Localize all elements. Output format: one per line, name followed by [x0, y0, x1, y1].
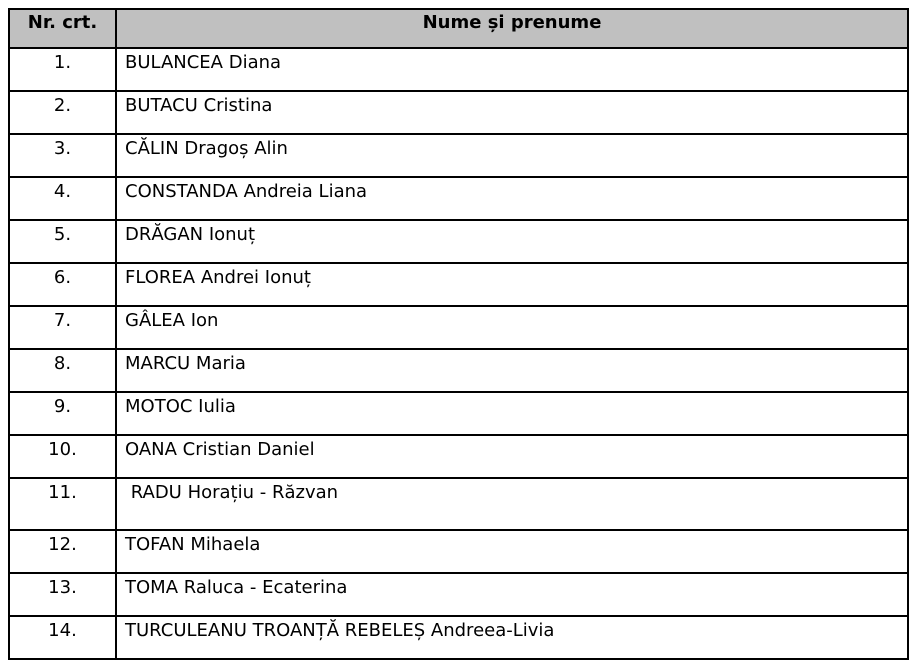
- row-number-cell: 1.: [9, 48, 116, 91]
- row-number-cell: 12.: [9, 530, 116, 573]
- name-cell: BUTACU Cristina: [116, 91, 908, 134]
- header-row: [9, 9, 908, 48]
- col-header-nr-crt: Nr. crt.: [9, 9, 116, 48]
- table-row: [9, 91, 908, 134]
- name-cell: GÂLEA Ion: [116, 306, 908, 349]
- name-cell: FLOREA Andrei Ionuț: [116, 263, 908, 306]
- table-row: [9, 263, 908, 306]
- col-header-nume-prenume: Nume și prenume: [116, 9, 908, 48]
- table-row: [9, 349, 908, 392]
- row-number-cell: 14.: [9, 616, 116, 659]
- table-row: [9, 134, 908, 177]
- row-number-cell: 7.: [9, 306, 116, 349]
- table-row: [9, 220, 908, 263]
- name-cell: CĂLIN Dragoș Alin: [116, 134, 908, 177]
- name-cell: RADU Horațiu - Răzvan: [116, 478, 908, 530]
- table-row: [9, 616, 908, 659]
- table-row: [9, 435, 908, 478]
- name-cell: MOTOC Iulia: [116, 392, 908, 435]
- row-number-cell: 9.: [9, 392, 116, 435]
- row-number-cell: 6.: [9, 263, 116, 306]
- row-number-cell: 2.: [9, 91, 116, 134]
- name-cell: TOFAN Mihaela: [116, 530, 908, 573]
- table-row: [9, 573, 908, 616]
- name-cell: CONSTANDA Andreia Liana: [116, 177, 908, 220]
- table-row: [9, 530, 908, 573]
- name-cell: MARCU Maria: [116, 349, 908, 392]
- name-cell: TURCULEANU TROANȚĂ REBELEȘ Andreea-Livia: [116, 616, 908, 659]
- table-row: [9, 392, 908, 435]
- row-number-cell: 8.: [9, 349, 116, 392]
- row-number-cell: 10.: [9, 435, 116, 478]
- table-row: [9, 306, 908, 349]
- name-cell: TOMA Raluca - Ecaterina: [116, 573, 908, 616]
- name-cell: BULANCEA Diana: [116, 48, 908, 91]
- name-cell: OANA Cristian Daniel: [116, 435, 908, 478]
- table-row: [9, 177, 908, 220]
- table-row: [9, 478, 908, 530]
- row-number-cell: 4.: [9, 177, 116, 220]
- table-row: [9, 48, 908, 91]
- row-number-cell: 13.: [9, 573, 116, 616]
- name-cell: DRĂGAN Ionuț: [116, 220, 908, 263]
- row-number-cell: 5.: [9, 220, 116, 263]
- row-number-cell: 11.: [9, 478, 116, 530]
- row-number-cell: 3.: [9, 134, 116, 177]
- roster-table: [8, 8, 909, 660]
